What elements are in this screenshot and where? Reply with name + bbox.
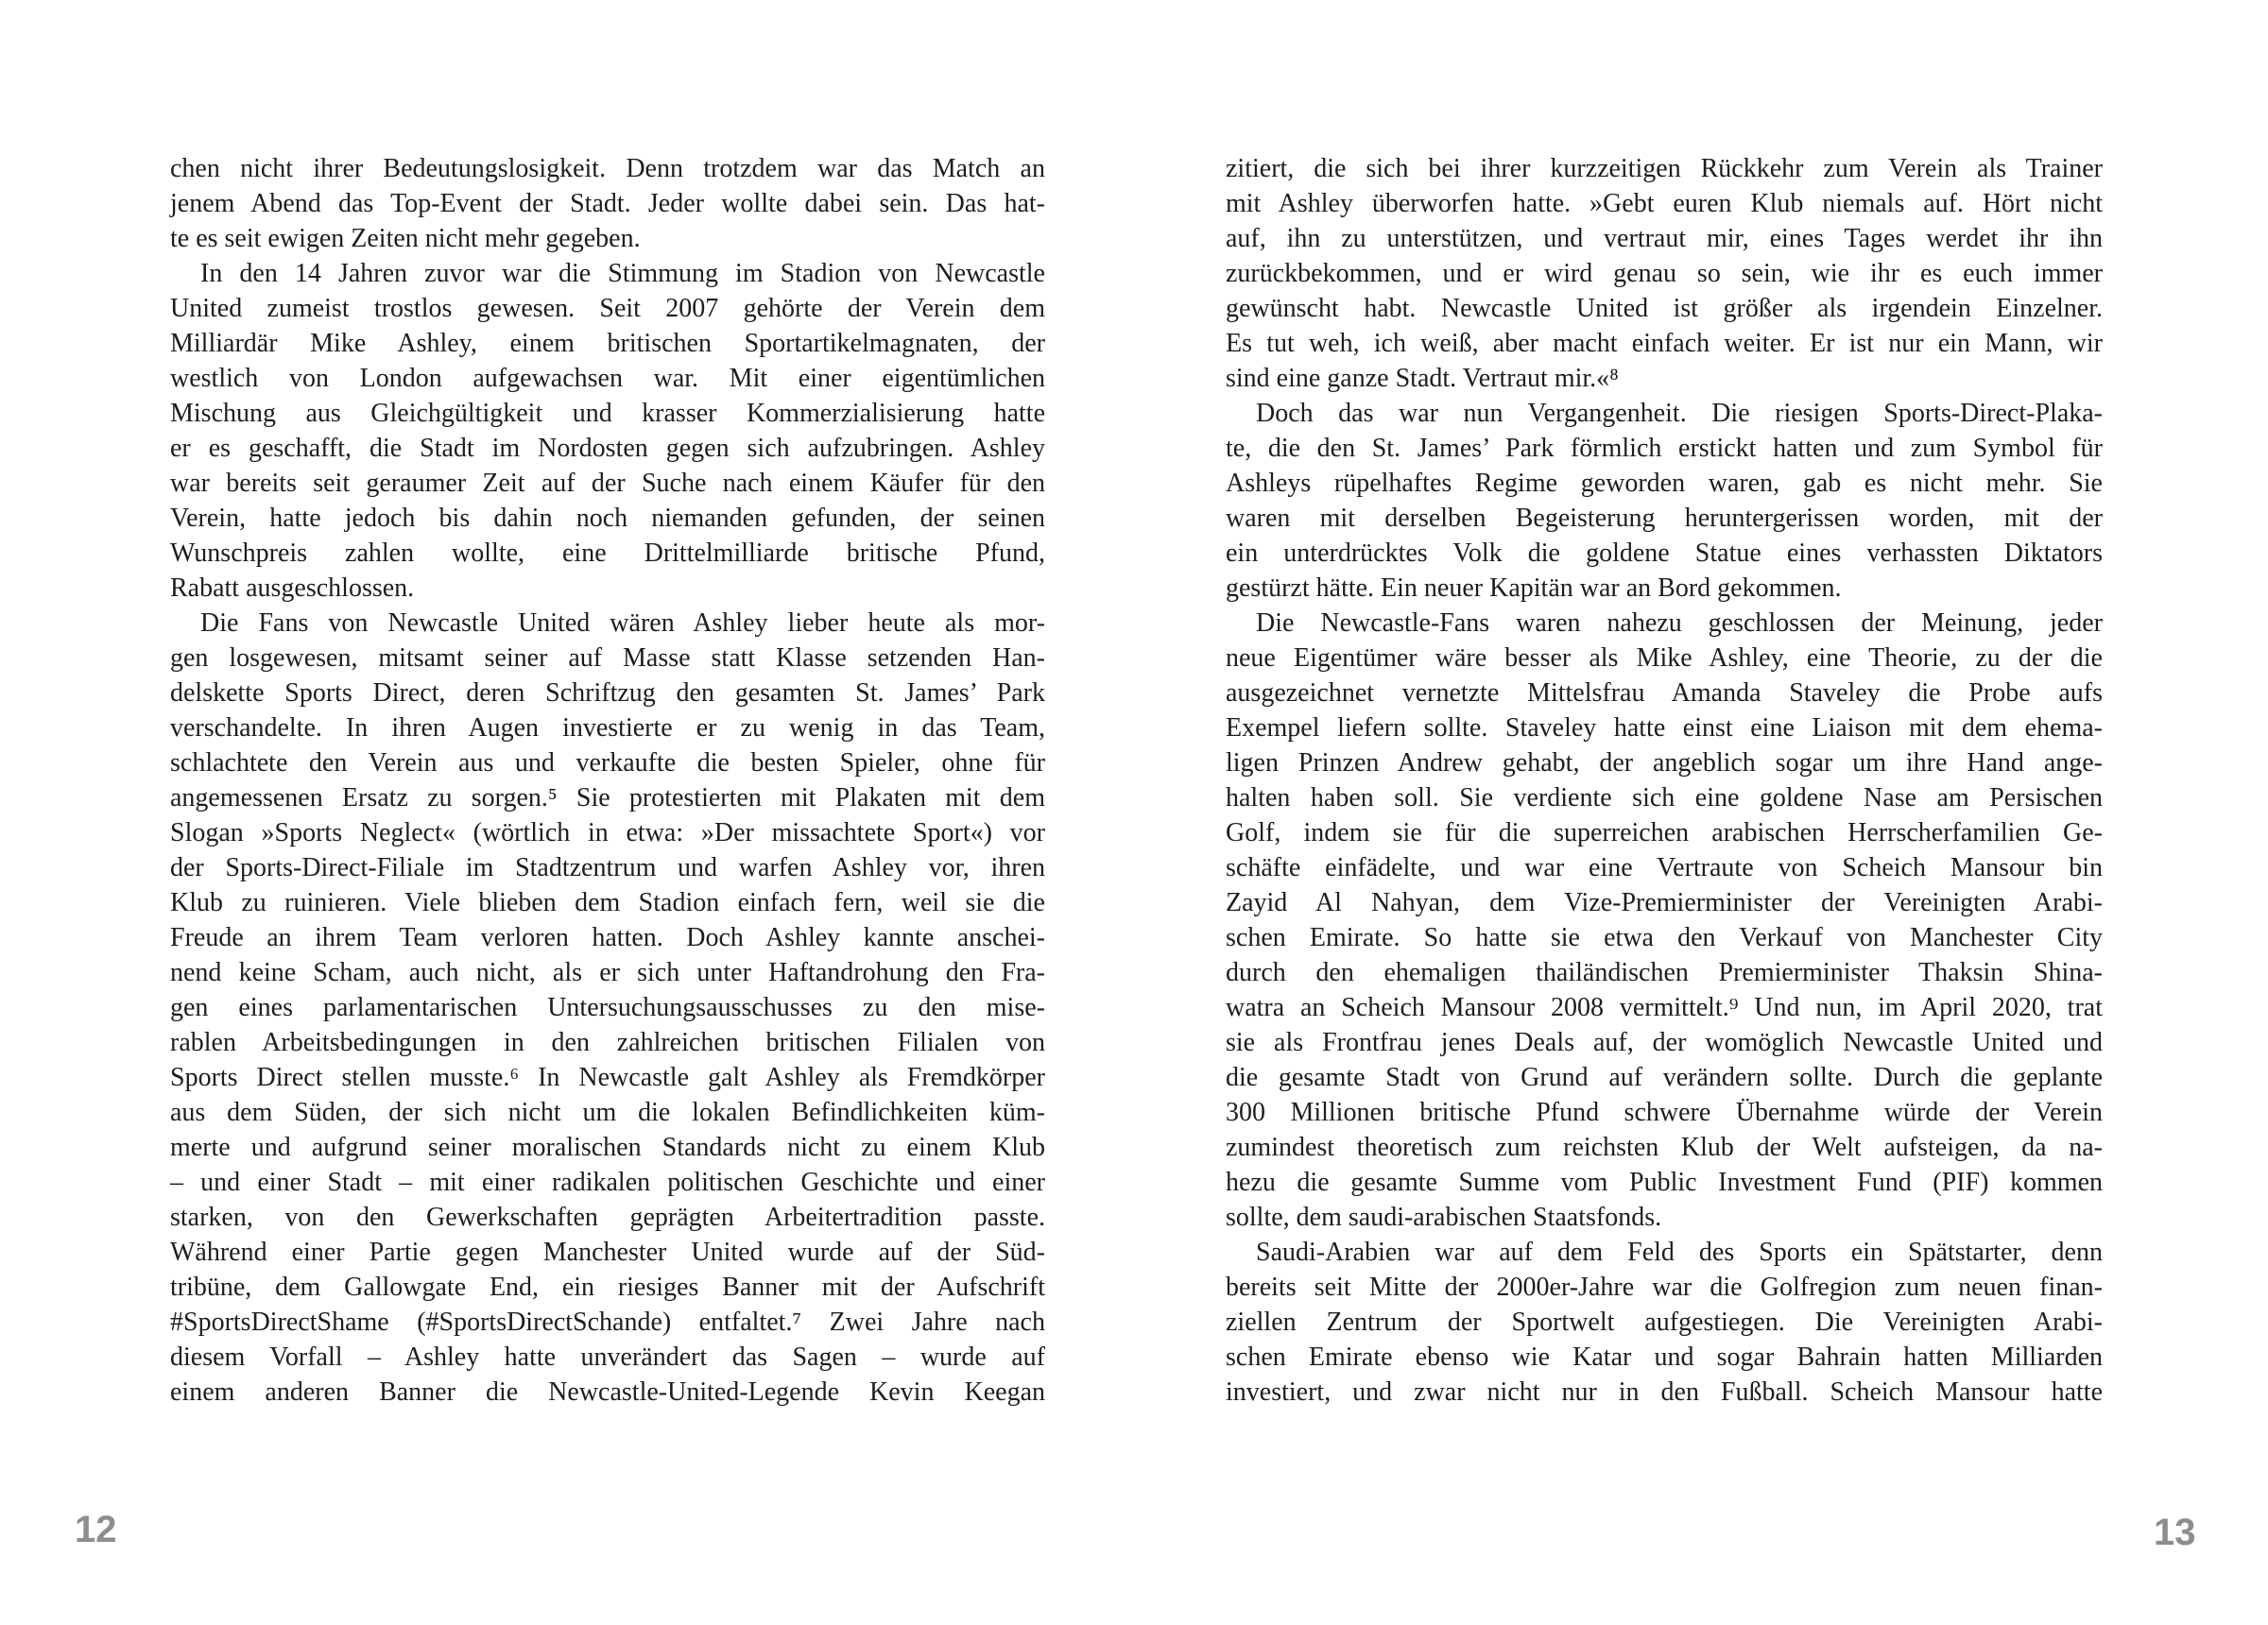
text-line: Zayid Al Nahyan, dem Vize-Premierminister der Vereinigten Arabi- <box>1226 888 2103 917</box>
text-line: waren mit derselben Begeisterung heruntergerissen worden, mit der <box>1226 504 2103 533</box>
text-line: angemessenen Ersatz zu sorgen.⁵ Sie protestierten mit Plakaten mit dem <box>170 783 1045 812</box>
text-line: bereits seit Mitte der 2000er-Jahre war die Golfregion zum neuen finan- <box>1226 1273 2103 1302</box>
text-line: hezu die gesamte Summe vom Public Investment Fund (PIF) kommen <box>1226 1168 2103 1197</box>
text-line: sollte, dem saudi-arabischen Staatsfonds. <box>1226 1203 1662 1232</box>
text-line: sind eine ganze Stadt. Vertraut mir.«⁸ <box>1226 364 1619 393</box>
text-line: investiert, und zwar nicht nur in den Fußball. Scheich Mansour hatte <box>1226 1377 2103 1407</box>
text-line: ziellen Zentrum der Sportwelt aufgestiegen. Die Vereinigten Arabi- <box>1226 1308 2103 1337</box>
text-line: gestürzt hätte. Ein neuer Kapitän war an Bord gekommen. <box>1226 573 1842 603</box>
text-line: ausgezeichnet vernetzte Mittelsfrau Amanda Staveley die Probe aufs <box>1226 678 2103 708</box>
text-line: In den 14 Jahren zuvor war die Stimmung im Stadion von Newcastle <box>200 259 1045 288</box>
text-line: halten haben soll. Sie verdiente sich eine goldene Nase am Persischen <box>1226 783 2103 812</box>
text-line: die gesamte Stadt von Grund auf verändern sollte. Durch die geplante <box>1226 1063 2103 1092</box>
text-line: Wunschpreis zahlen wollte, eine Drittelmilliarde britische Pfund, <box>170 539 1045 568</box>
text-line: Ashleys rüpelhaftes Regime geworden waren, gab es nicht mehr. Sie <box>1226 469 2103 498</box>
text-line: war bereits seit geraumer Zeit auf der Suche nach einem Käufer für den <box>170 469 1045 498</box>
left-page-text-block <box>170 151 1045 1410</box>
text-line: jenem Abend das Top-Event der Stadt. Jeder wollte dabei sein. Das hat- <box>170 189 1045 218</box>
text-line: sie als Frontfrau jenes Deals auf, der womöglich Newcastle United und <box>1226 1028 2103 1057</box>
text-line: zumindest theoretisch zum reichsten Klub der Welt aufsteigen, da na- <box>1226 1133 2103 1162</box>
text-line: Es tut weh, ich weiß, aber macht einfach weiter. Er ist nur ein Mann, wir <box>1226 329 2103 358</box>
text-line: 300 Millionen britische Pfund schwere Übernahme würde der Verein <box>1226 1098 2103 1127</box>
text-line: mit Ashley überworfen hatte. »Gebt euren Klub niemals auf. Hört nicht <box>1226 189 2103 218</box>
text-line: nend keine Scham, auch nicht, als er sich unter Haftandrohung den Fra- <box>170 958 1045 987</box>
text-line: zurückbekommen, und er wird genau so sein, wie ihr es euch immer <box>1226 259 2103 288</box>
text-line: westlich von London aufgewachsen war. Mit einer eigentümlichen <box>170 364 1045 393</box>
text-line: te, die den St. James’ Park förmlich erstickt hatten und zum Symbol für <box>1226 434 2103 463</box>
text-line: gen eines parlamentarischen Untersuchungsausschusses zu den mise- <box>170 993 1045 1022</box>
text-line: Die Fans von Newcastle United wären Ashley lieber heute als mor- <box>200 608 1045 638</box>
text-line: gen losgewesen, mitsamt seiner auf Masse statt Klasse setzenden Han- <box>170 643 1045 673</box>
text-line: Sports Direct stellen musste.⁶ In Newcastle galt Ashley als Fremdkörper <box>170 1063 1045 1092</box>
text-line: aus dem Süden, der sich nicht um die lokalen Befindlichkeiten küm- <box>170 1098 1045 1127</box>
text-line: Exempel liefern sollte. Staveley hatte einst eine Liaison mit dem ehema- <box>1226 713 2103 743</box>
text-line: #SportsDirectShame (#SportsDirectSchande) entfaltet.⁷ Zwei Jahre nach <box>170 1308 1045 1337</box>
text-line: schen Emirate ebenso wie Katar und sogar Bahrain hatten Milliarden <box>1226 1343 2103 1372</box>
text-line: delskette Sports Direct, deren Schriftzug den gesamten St. James’ Park <box>170 678 1045 708</box>
text-line: watra an Scheich Mansour 2008 vermittelt.⁹ Und nun, im April 2020, trat <box>1226 993 2103 1022</box>
text-line: Milliardär Mike Ashley, einem britischen Sportartikelmagnaten, der <box>170 329 1045 358</box>
text-line: einem anderen Banner die Newcastle-United-Legende Kevin Keegan <box>170 1377 1045 1407</box>
text-line: durch den ehemaligen thailändischen Premierminister Thaksin Shina- <box>1226 958 2103 987</box>
text-line: – und einer Stadt – mit einer radikalen politischen Geschichte und einer <box>170 1168 1045 1197</box>
text-line: Klub zu ruinieren. Viele blieben dem Stadion einfach fern, weil sie die <box>170 888 1045 917</box>
text-line: schen Emirate. So hatte sie etwa den Verkauf von Manchester City <box>1226 923 2103 952</box>
text-line: Slogan »Sports Neglect« (wörtlich in etwa: »Der missachtete Sport«) vor <box>170 818 1045 847</box>
text-line: er es geschafft, die Stadt im Nordosten gegen sich aufzubringen. Ashley <box>170 434 1045 463</box>
text-line: Saudi-Arabien war auf dem Feld des Sports ein Spätstarter, denn <box>1256 1238 2103 1267</box>
page-number-left: 12 <box>75 1509 117 1550</box>
text-line: zitiert, die sich bei ihrer kurzzeitigen Rückkehr zum Verein als Trainer <box>1226 154 2103 183</box>
text-line: te es seit ewigen Zeiten nicht mehr gegeben. <box>170 224 641 253</box>
text-line: Verein, hatte jedoch bis dahin noch niemanden gefunden, der seinen <box>170 504 1045 533</box>
text-line: verschandelte. In ihren Augen investierte er zu wenig in das Team, <box>170 713 1045 743</box>
text-line: merte und aufgrund seiner moralischen Standards nicht zu einem Klub <box>170 1133 1045 1162</box>
page-number-right: 13 <box>2154 1512 2196 1553</box>
text-line: ligen Prinzen Andrew gehabt, der angeblich sogar um ihre Hand ange- <box>1226 748 2103 778</box>
text-line: Doch das war nun Vergangenheit. Die riesigen Sports-Direct-Plaka- <box>1256 399 2103 428</box>
text-line: schäfte einfädelte, und war eine Vertraute von Scheich Mansour bin <box>1226 853 2103 882</box>
text-line: chen nicht ihrer Bedeutungslosigkeit. Denn trotzdem war das Match an <box>170 154 1045 183</box>
text-line: ein unterdrücktes Volk die goldene Statue eines verhassten Diktators <box>1226 539 2103 568</box>
text-line: gewünscht habt. Newcastle United ist größer als irgendein Einzelner. <box>1226 294 2103 323</box>
text-line: der Sports-Direct-Filiale im Stadtzentrum und warfen Ashley vor, ihren <box>170 853 1045 882</box>
text-line: tribüne, dem Gallowgate End, ein riesiges Banner mit der Aufschrift <box>170 1273 1045 1302</box>
text-line: Rabatt ausgeschlossen. <box>170 573 415 603</box>
right-page-text-block <box>1226 151 2103 1410</box>
text-line: auf, ihn zu unterstützen, und vertraut mir, eines Tages werdet ihr ihn <box>1226 224 2103 253</box>
text-line: United zumeist trostlos gewesen. Seit 2007 gehörte der Verein dem <box>170 294 1045 323</box>
text-line: Golf, indem sie für die superreichen arabischen Herrscherfamilien Ge- <box>1226 818 2103 847</box>
text-line: Die Newcastle-Fans waren nahezu geschlossen der Meinung, jeder <box>1256 608 2103 638</box>
text-line: starken, von den Gewerkschaften geprägten Arbeitertradition passte. <box>170 1203 1045 1232</box>
text-line: Während einer Partie gegen Manchester United wurde auf der Süd- <box>170 1238 1045 1267</box>
text-line: rablen Arbeitsbedingungen in den zahlreichen britischen Filialen von <box>170 1028 1045 1057</box>
text-line: Mischung aus Gleichgültigkeit und krasser Kommerzialisierung hatte <box>170 399 1045 428</box>
text-line: neue Eigentümer wäre besser als Mike Ashley, eine Theorie, zu der die <box>1226 643 2103 673</box>
text-line: schlachtete den Verein aus und verkaufte die besten Spieler, ohne für <box>170 748 1045 778</box>
text-line: diesem Vorfall – Ashley hatte unverändert das Sagen – wurde auf <box>170 1343 1045 1372</box>
text-line: Freude an ihrem Team verloren hatten. Doch Ashley kannte anschei- <box>170 923 1045 952</box>
